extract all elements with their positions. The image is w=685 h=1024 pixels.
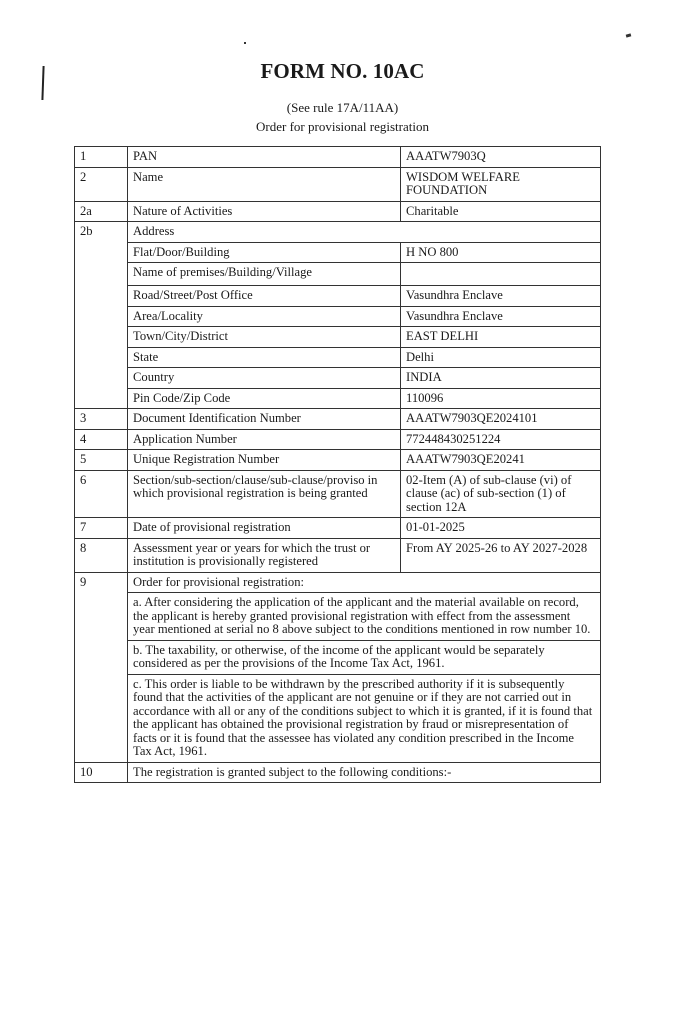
row-label: The registration is granted subject to the following conditions:-: [128, 762, 601, 783]
address-value: Vasundhra Enclave: [401, 286, 601, 307]
table-row-pan: [75, 147, 601, 168]
row-label: PAN: [128, 147, 401, 168]
address-label: Country: [128, 368, 401, 389]
form-title: FORM NO. 10AC: [260, 59, 425, 83]
din-value: AAATW7903QE2024101: [401, 409, 601, 430]
table-row-nature: [75, 201, 601, 222]
form-subtitle: Order for provisional registration: [256, 119, 429, 134]
table-row-application: [75, 429, 601, 450]
row-label: Application Number: [128, 429, 401, 450]
row-label: Unique Registration Number: [128, 450, 401, 471]
table-row-address: [75, 222, 601, 243]
address-row: [75, 242, 601, 263]
row-number: 2: [75, 167, 128, 201]
order-clause-b: [75, 640, 601, 674]
date-value: 01-01-2025: [401, 518, 601, 539]
table-row-order: [75, 572, 601, 593]
row-number: 1: [75, 147, 128, 168]
row-number: 4: [75, 429, 128, 450]
row-label: Assessment year or years for which the trust or institution is provisionally registered: [128, 538, 401, 572]
address-value: Vasundhra Enclave: [401, 306, 601, 327]
row-label: Nature of Activities: [128, 201, 401, 222]
address-value: Delhi: [401, 347, 601, 368]
address-value: H NO 800: [401, 242, 601, 263]
application-number-value: 772448430251224: [401, 429, 601, 450]
order-text: b. The taxability, or otherwise, of the income of the applicant would be separately considered as per the provisions of the Income Tax Act, 1961.: [128, 640, 601, 674]
row-label: Section/sub-section/clause/sub-clause/proviso in which provisional registration is being granted: [128, 470, 401, 518]
address-row: [75, 388, 601, 409]
assessment-year-value: From AY 2025-26 to AY 2027-2028: [401, 538, 601, 572]
table-row-din: [75, 409, 601, 430]
row-number: 3: [75, 409, 128, 430]
address-label: State: [128, 347, 401, 368]
row-label: Name: [128, 167, 401, 201]
order-clause-c: [75, 674, 601, 762]
row-number: 10: [75, 762, 128, 783]
form-rule-reference: (See rule 17A/11AA): [286, 100, 399, 115]
row-number: 6: [75, 470, 128, 518]
pan-value: AAATW7903Q: [401, 147, 601, 168]
address-value: 110096: [401, 388, 601, 409]
address-row: [75, 368, 601, 389]
address-row: [75, 306, 601, 327]
address-row: [75, 327, 601, 348]
order-text: a. After considering the application of the applicant and the material available on record, the applicant is hereby granted provisional registration with effect from the assessment year mentioned at serial no 8 above subject to the conditions mentioned in row number 10.: [128, 593, 601, 641]
row-label: Address: [128, 222, 601, 243]
address-row: [75, 347, 601, 368]
row-label: Order for provisional registration:: [128, 572, 601, 593]
scan-speck: [244, 42, 246, 44]
row-label: Date of provisional registration: [128, 518, 401, 539]
scan-speck: [626, 33, 632, 37]
row-number: 7: [75, 518, 128, 539]
row-number: 2b: [75, 222, 128, 409]
name-value: WISDOM WELFARE FOUNDATION: [401, 167, 601, 201]
row-number: 2a: [75, 201, 128, 222]
table-row-name: [75, 167, 601, 201]
table-row-urn: [75, 450, 601, 471]
row-number: 5: [75, 450, 128, 471]
address-label: Flat/Door/Building: [128, 242, 401, 263]
table-row-date: [75, 518, 601, 539]
address-row: [75, 263, 601, 286]
registration-table: [74, 146, 601, 783]
address-row: [75, 286, 601, 307]
section-value: 02-Item (A) of sub-clause (vi) of clause (ac) of sub-section (1) of section 12A: [401, 470, 601, 518]
row-label: Document Identification Number: [128, 409, 401, 430]
address-label: Pin Code/Zip Code: [128, 388, 401, 409]
table-row-conditions: [75, 762, 601, 783]
address-label: Town/City/District: [128, 327, 401, 348]
address-label: Road/Street/Post Office: [128, 286, 401, 307]
address-label: Area/Locality: [128, 306, 401, 327]
address-label: Name of premises/Building/Village: [128, 263, 401, 286]
table-row-section: [75, 470, 601, 518]
address-value: [401, 263, 601, 286]
order-text: c. This order is liable to be withdrawn by the prescribed authority if it is subsequently found that the activities of the applicant are not genuine or if they are not carried out in accordance with all or any of the conditions subject to which it is granted, if it is found that the applicant has obtained the provisional registration by fraud or misrepresentation of facts or it is found that the assessee has violated any condition prescribed in the Income Tax Act, 1961.: [128, 674, 601, 762]
row-number: 9: [75, 572, 128, 762]
urn-value: AAATW7903QE20241: [401, 450, 601, 471]
row-number: 8: [75, 538, 128, 572]
address-value: EAST DELHI: [401, 327, 601, 348]
table-row-assessment-year: [75, 538, 601, 572]
address-value: INDIA: [401, 368, 601, 389]
nature-value: Charitable: [401, 201, 601, 222]
order-clause-a: [75, 593, 601, 641]
